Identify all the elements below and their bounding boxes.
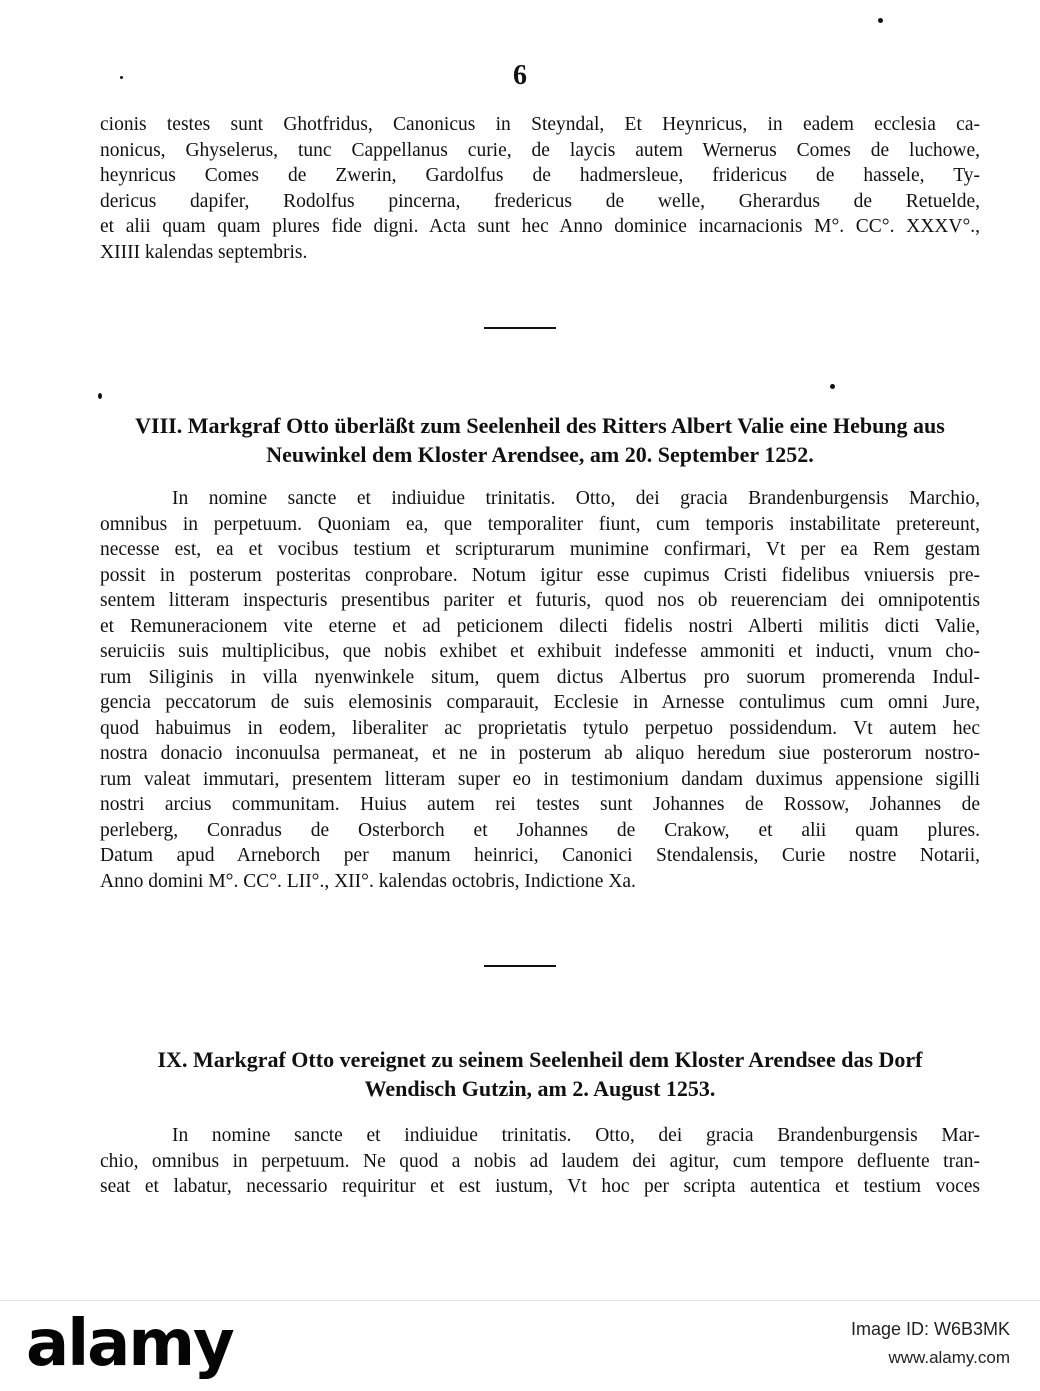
text-line: nostra donacio inconuulsa permaneat, et ne in posterum ab aliquo heredum siue posterorum nostro-	[100, 743, 980, 764]
text-line: seruiciis suis multiplicibus, que nobis exhibet et exhibuit indefesse ammoniti et inducti, vnum cho-	[100, 641, 980, 662]
text-line: quod habuimus in eodem, liberaliter ac proprietatis tytulo perpetuo possidendum. Vt autem hec	[100, 717, 980, 739]
section-divider	[484, 327, 556, 329]
text-line: In nomine sancte et indiuidue trinitatis. Otto, dei gracia Brandenburgensis Marchio,	[172, 488, 980, 509]
image-id: Image ID: W6B3MK	[850, 1319, 1010, 1339]
text-line: nonicus, Ghyselerus, tunc Cappellanus curie, de laycis autem Wernerus Comes de luchowe,	[100, 139, 980, 161]
heading-line: IX. Markgraf Otto vereignet zu seinem Seelenheil dem Kloster Arendsee das Dorf	[157, 1047, 923, 1072]
text-line: Anno domini M°. CC°. LII°., XII°. kalendas octobris, Indictione Xa.	[100, 870, 636, 892]
text-line: et alii quam quam plures fide digni. Acta sunt hec Anno dominice incarnacionis M°. CC°. XXXV°.,	[100, 216, 980, 237]
text-line: nostri arcius communitam. Huius autem rei testes sunt Johannes de Rossow, Johannes de	[100, 794, 980, 815]
section-viii-body	[100, 486, 980, 894]
text-line: cionis testes sunt Ghotfridus, Canonicus in Steyndal, Et Heynricus, in eadem ecclesia ca-	[100, 114, 980, 135]
site-url: www.alamy.com	[888, 1348, 1010, 1367]
text-line: rum Siliginis in villa nyenwinkele situm, quem dictus Albertus pro suorum promerenda Indul-	[100, 666, 980, 688]
text-line: heynricus Comes de Zwerin, Gardolfus de hadmersleue, fridericus de hassele, Ty-	[100, 165, 980, 186]
footer-meta	[851, 1319, 1010, 1368]
text-line: rum valeat immutari, presentem litteram super eo in testimonium dandam duximus appensione sigilli	[100, 768, 980, 790]
text-line: sentem litteram inspecturis presentibus pariter et futuris, quod nos ob reuerenciam dei omnipotentis	[100, 590, 980, 611]
section-viii-heading	[100, 411, 980, 469]
text-line: seat et labatur, necessario requiritur et est iustum, Vt hoc per scripta autentica et testium voces	[100, 1176, 980, 1197]
top-continuation-paragraph	[100, 112, 980, 265]
text-line: omnibus in perpetuum. Quoniam ea, que temporaliter fiunt, cum temporis instabilitate pretereunt,	[100, 513, 980, 535]
text-line: perleberg, Conradus de Osterborch et Johannes de Crakow, et alii quam plures.	[100, 819, 980, 841]
section-ix-heading	[100, 1045, 980, 1103]
text-line: necesse est, ea et vocibus testium et scripturarum munimine confirmari, Vt per ea Rem gestam	[100, 539, 980, 560]
ink-speck	[830, 384, 835, 389]
text-line: In nomine sancte et indiuidue trinitatis. Otto, dei gracia Brandenburgensis Mar-	[172, 1125, 980, 1146]
alamy-logo: alamy	[26, 1307, 233, 1381]
text-line: possit in posterum posteritas conprobare. Notum igitur esse cupimus Cristi fidelibus vniuersis pre-	[100, 564, 980, 586]
text-line: chio, omnibus in perpetuum. Ne quod a nobis ad laudem dei agitur, cum tempore defluente tran-	[100, 1150, 980, 1172]
section-ix-body	[100, 1123, 980, 1200]
watermark-footer	[0, 1300, 1040, 1391]
section-divider	[484, 965, 556, 967]
ink-speck	[98, 393, 102, 399]
ink-speck	[878, 18, 883, 23]
heading-line: Wendisch Gutzin, am 2. August 1253.	[364, 1076, 716, 1101]
text-line: dericus dapifer, Rodolfus pincerna, fredericus de welle, Gherardus de Retuelde,	[100, 190, 980, 212]
text-line: gencia peccatorum de suis elemosinis comparauit, Ecclesie in Arnesse contulimus cum omni Jure,	[100, 692, 980, 713]
text-line: et Remuneracionem vite eterne et ad peticionem dilecti fidelis nostri Alberti militis dicti Valie,	[100, 615, 980, 637]
text-line: Datum apud Arneborch per manum heinrici, Canonici Stendalensis, Curie nostre Notarii,	[100, 845, 980, 866]
page-number: 6	[513, 60, 527, 91]
heading-line: VIII. Markgraf Otto überläßt zum Seelenheil des Ritters Albert Valie eine Hebung aus	[135, 413, 945, 438]
heading-line: Neuwinkel dem Kloster Arendsee, am 20. September 1252.	[266, 442, 814, 467]
text-line: XIIII kalendas septembris.	[100, 241, 308, 263]
